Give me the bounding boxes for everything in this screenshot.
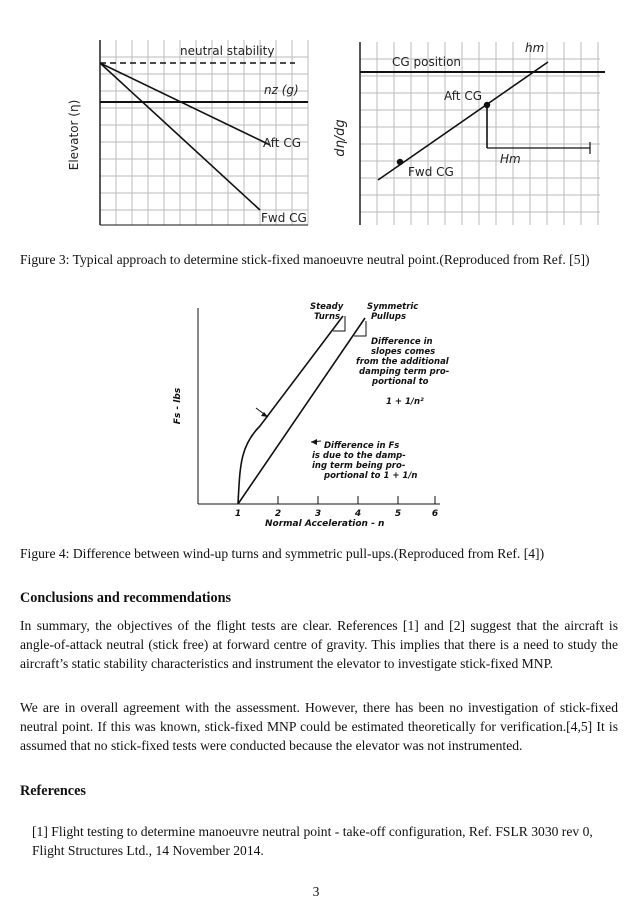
references-heading: References bbox=[20, 783, 86, 799]
reference-text: Flight testing to determine manoeuvre neutral point - take-off configuration, Ref. FSLR 3030 rev 0, Flight Structures Ltd., 14 November 2014. bbox=[32, 824, 593, 858]
page-number: 3 bbox=[312, 884, 320, 899]
figure-4-caption: Figure 4: Difference between wind-up turns and symmetric pull-ups.(Reproduced from Ref. [4]) bbox=[20, 546, 545, 561]
right-fwd-cg-label: Fwd CG bbox=[408, 165, 454, 179]
right-plot bbox=[360, 42, 600, 225]
aft-cg-point bbox=[484, 102, 490, 108]
neutral-stability-label: neutral stability bbox=[180, 44, 275, 58]
fs-note-4: portional to 1 + 1/n bbox=[324, 471, 418, 481]
left-plot bbox=[100, 40, 308, 225]
figure-3-caption: Figure 3: Typical approach to determine stick-fixed manoeuvre neutral point.(Reproduced from Ref. [5]) bbox=[20, 252, 590, 267]
steady-turns-label-1: Steady bbox=[310, 302, 344, 312]
sym-pullups-label-2: Pullups bbox=[371, 312, 407, 322]
right-aft-cg-label: Aft CG bbox=[444, 89, 482, 103]
fs-note-3: ing term being pro- bbox=[312, 461, 406, 471]
slope-note-3: from the additional bbox=[356, 357, 449, 367]
reference-number: [1] bbox=[32, 824, 48, 839]
reference-item bbox=[32, 822, 618, 860]
x-tick-2: 2 bbox=[274, 509, 282, 519]
paragraph-1: In summary, the objectives of the flight tests are clear. References [1] and [2] suggest that the aircraft is angle-of-attack neutral (stick free) at forward centre of gravity. This implies that there is a need to study the aircraft’s static stability characteristics and instrument the elevator to investigate stick-fixed MNP. bbox=[20, 618, 618, 671]
fs-note-1: Difference in Fs bbox=[324, 441, 400, 451]
cg-position-label: CG position bbox=[392, 55, 462, 69]
slope-note-5: portional to bbox=[372, 377, 429, 387]
section-heading: Conclusions and recommendations bbox=[20, 590, 232, 606]
nz-label: nz (g) bbox=[264, 83, 299, 97]
slope-triangle-2 bbox=[354, 321, 366, 336]
fig4-xlabel: Normal Acceleration - n bbox=[265, 519, 385, 529]
fs-note-2: is due to the damp- bbox=[312, 451, 406, 461]
paragraph-2: We are in overall agreement with the assessment. However, there has been no investigation of stick-fixed neutral point. If this was known, stick-fixed MNP could be estimated theoretically for verification.[4,5] It is assumed that no stick-fixed tests were conducted because the elevator was not instrumented. bbox=[20, 700, 618, 753]
hm-label: hm bbox=[525, 41, 545, 55]
right-plot-ylabel: dη/dg bbox=[333, 119, 348, 157]
x-tick-4: 4 bbox=[354, 509, 362, 519]
x-tick-5: 5 bbox=[394, 509, 402, 519]
left-plot-ylabel: Elevator (η) bbox=[67, 99, 81, 171]
slope-cg-line bbox=[378, 62, 548, 180]
slope-note-4: damping term pro- bbox=[359, 367, 450, 377]
sym-pullups-label-1: Symmetric bbox=[367, 302, 419, 312]
left-aft-cg-label: Aft CG bbox=[263, 136, 301, 150]
figure-4 bbox=[160, 296, 460, 536]
x-tick-6: 6 bbox=[431, 509, 439, 519]
fwd-cg-point bbox=[397, 159, 403, 165]
steady-turns-label-2: Turns bbox=[314, 312, 341, 322]
slope-formula: 1 + 1/n² bbox=[386, 397, 424, 407]
x-tick-3: 3 bbox=[314, 509, 322, 519]
figure-3 bbox=[60, 30, 620, 240]
Hm-label: Hm bbox=[500, 152, 521, 166]
left-fwd-cg-label: Fwd CG bbox=[261, 211, 307, 225]
slope-note-1: Difference in bbox=[371, 337, 433, 347]
slope-note-2: slopes comes bbox=[371, 347, 436, 357]
x-tick-1: 1 bbox=[234, 509, 242, 519]
fig4-ylabel: Fs - lbs bbox=[173, 387, 183, 425]
